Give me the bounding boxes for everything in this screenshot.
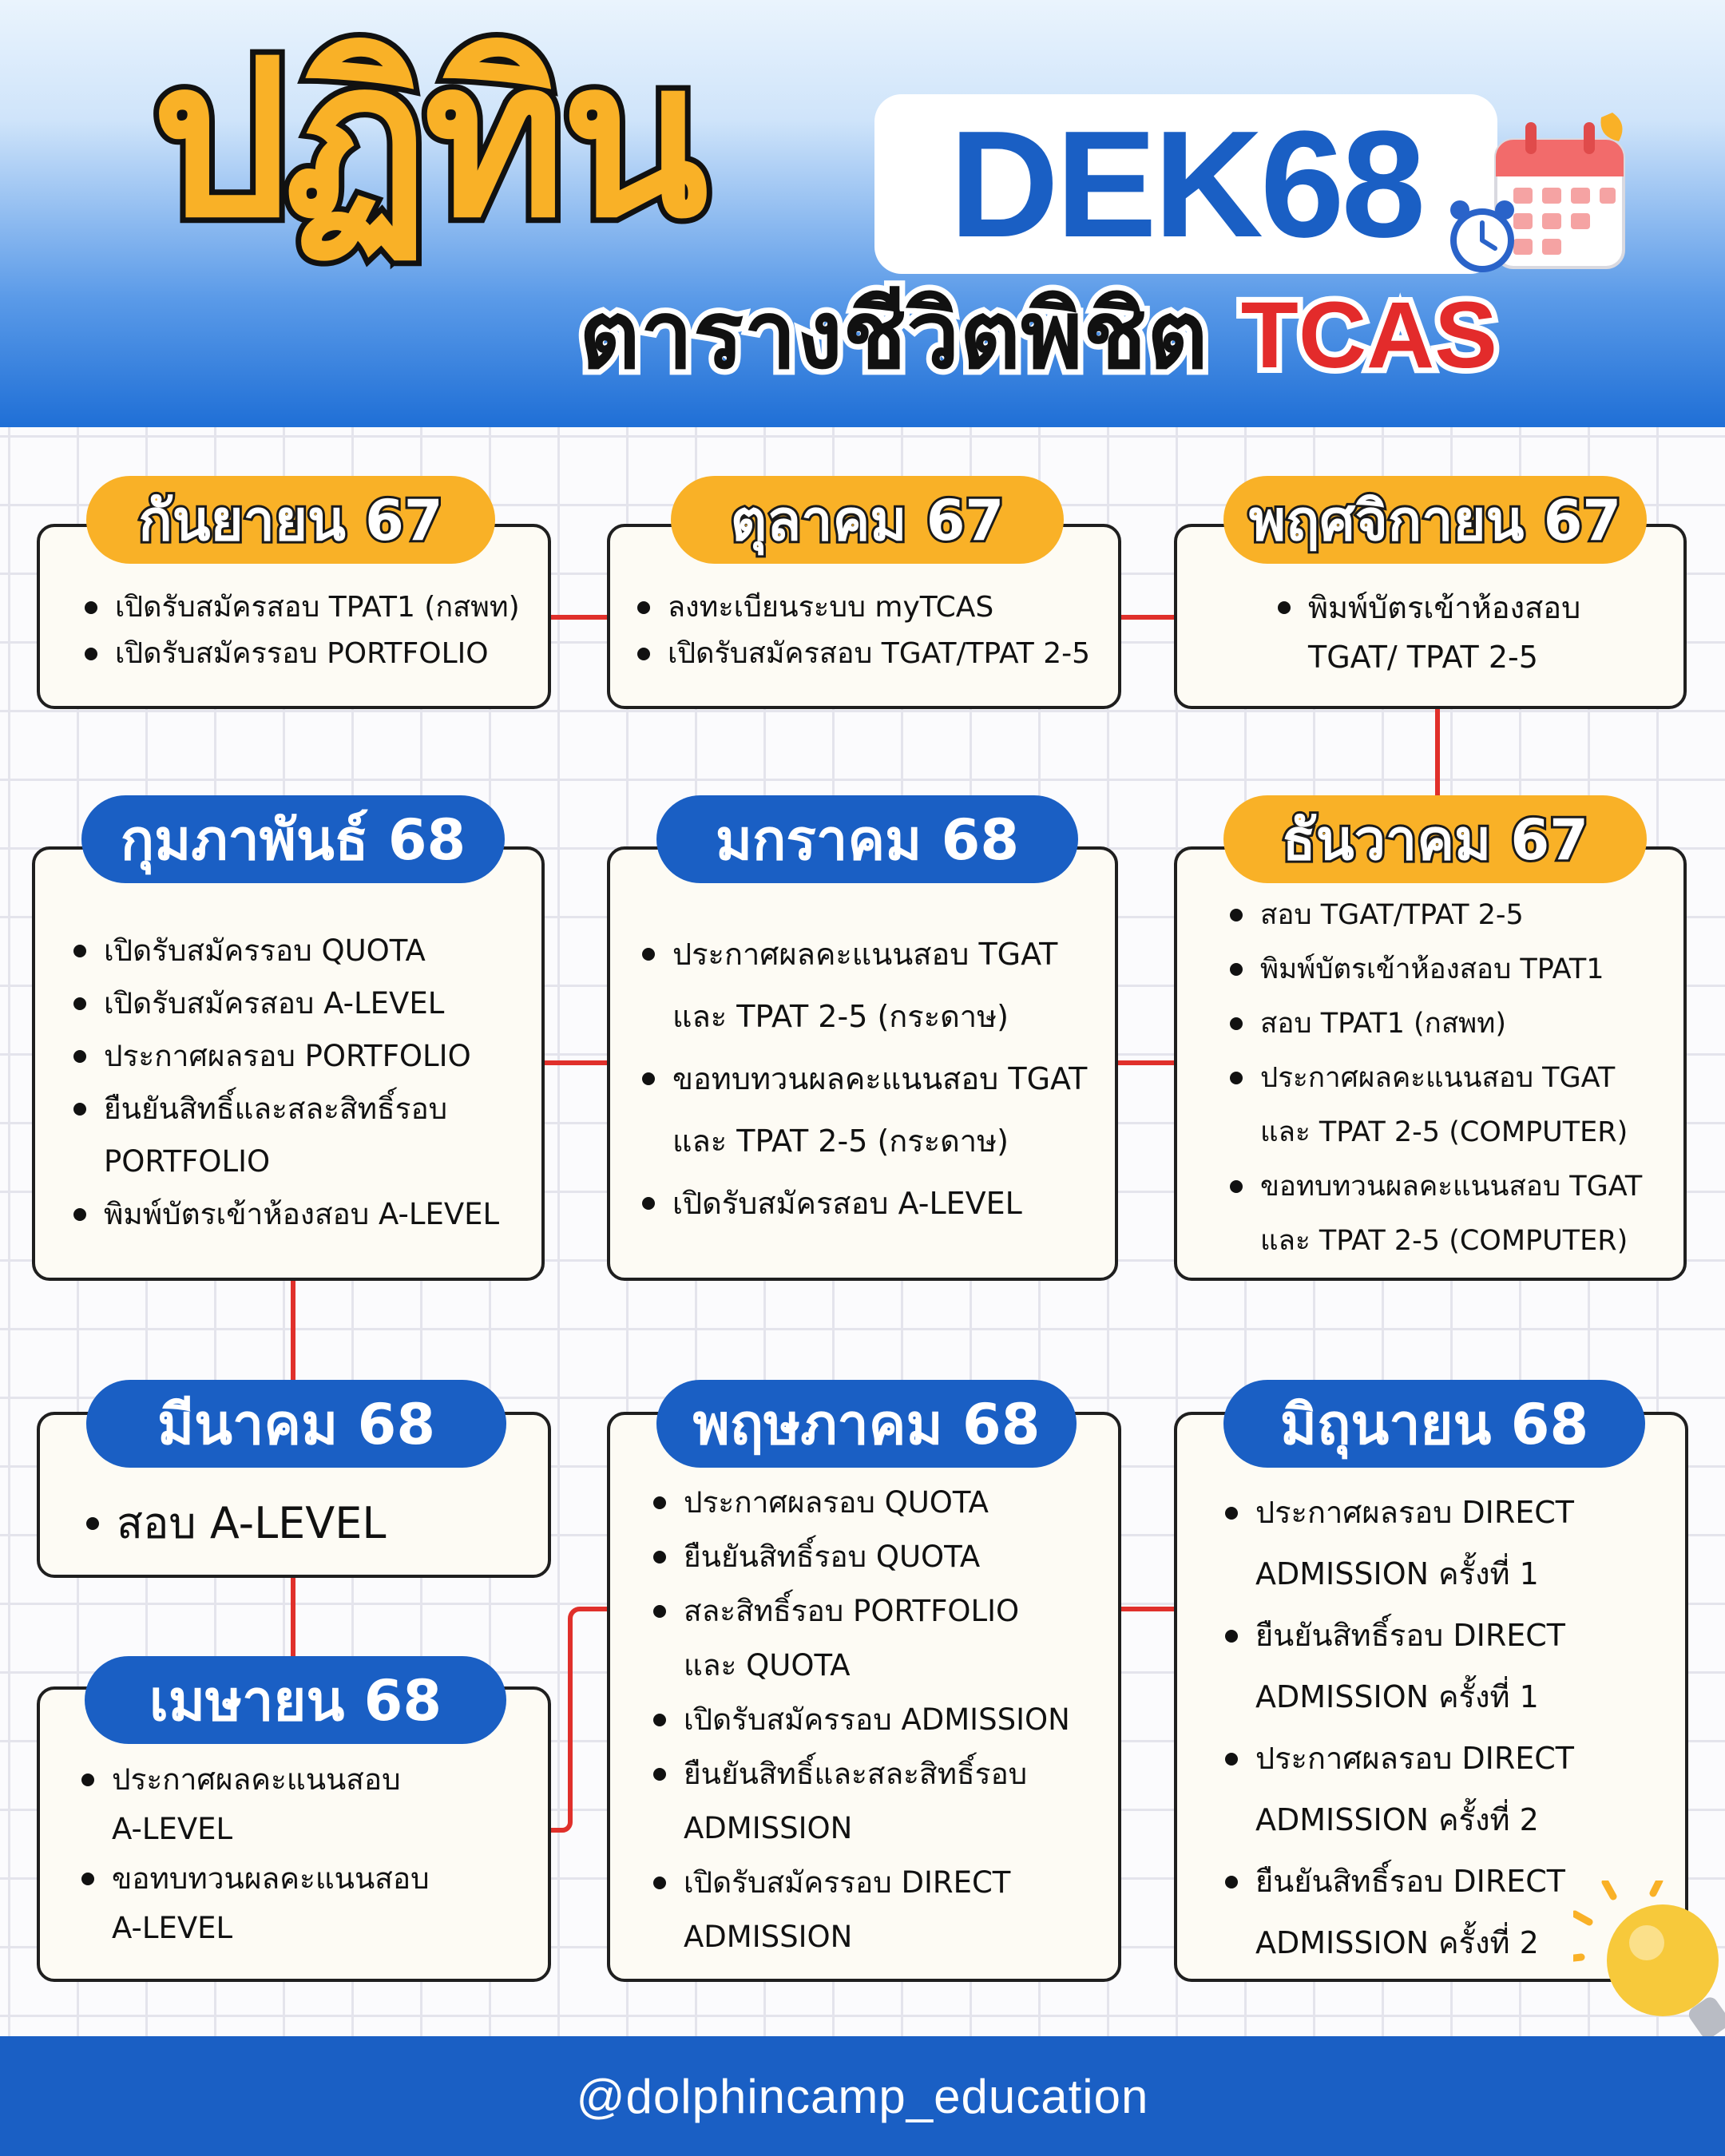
list-item: เปิดรับสมัครสอบ TGAT/TPAT 2-5 [637,631,1090,677]
month-title-jan68: มกราคม 68 [656,795,1078,883]
list-item: ขอทบทวนผลคะแนนสอบ TGAT และ TPAT 2-5 (COMPUTER) [1230,1159,1642,1268]
list-item: ขอทบทวนผลคะแนนสอบ TGAT และ TPAT 2-5 (กระดาษ) [642,1048,1087,1172]
list-apr68 [81,1755,430,1953]
list-item: ประกาศผลคะแนนสอบ TGAT และ TPAT 2-5 (กระดาษ) [642,923,1087,1048]
list-item: เปิดรับสมัครรอบ ADMISSION [653,1693,1070,1747]
list-item: ประกาศผลคะแนนสอบ TGAT และ TPAT 2-5 (COMPUTER) [1230,1051,1642,1159]
month-title-sep67: กันยายน 67 [86,476,495,564]
list-item: ขอทบทวนผลคะแนนสอบ A-LEVEL [81,1854,430,1953]
connector-mar-apr [291,1576,295,1656]
list-jun68 [1225,1482,1574,1974]
month-title-apr68: เมษายน 68 [85,1656,506,1744]
list-item: ยืนยันสิทธิ์และสละสิทธิ์รอบ PORTFOLIO [73,1083,499,1188]
list-feb68 [73,925,499,1241]
list-item: ประกาศผลรอบ PORTFOLIO [73,1030,499,1083]
list-item: พิมพ์บัตรเข้าห้องสอบ TGAT/ TPAT 2-5 [1278,583,1580,682]
page-title: ปฏิทิน [152,14,704,265]
list-item: สอบ TGAT/TPAT 2-5 [1230,888,1642,942]
list-item: เปิดรับสมัครสอบ TPAT1 (กสพท) [85,585,520,631]
list-item: ประกาศผลรอบ DIRECT ADMISSION ครั้งที่ 2 [1225,1728,1574,1851]
list-item: ยืนยันสิทธิ์และสละสิทธิ์รอบ ADMISSION [653,1747,1070,1856]
list-item: เปิดรับสมัครสอบ A-LEVEL [642,1172,1087,1235]
list-item: เปิดรับสมัครรอบ QUOTA [73,925,499,977]
list-sep67 [85,585,520,677]
list-item: เปิดรับสมัครรอบ PORTFOLIO [85,631,520,677]
connector-oct-nov [1120,615,1176,620]
footer-handle: @dolphincamp_education [576,2069,1149,2123]
list-may68 [653,1476,1070,1964]
month-title-feb68: กุมภาพันธ์ 68 [81,795,505,883]
list-item: พิมพ์บัตรเข้าห้องสอบ A-LEVEL [73,1188,499,1241]
list-item: ยืนยันสิทธิ์รอบ DIRECT ADMISSION ครั้งที่ 1 [1225,1605,1574,1728]
light-bulb-icon [1573,1881,1725,2040]
page-subtitle [579,279,1497,390]
list-mar68 [86,1498,386,1549]
bell-icon [1600,113,1622,141]
alarm-clock-icon [1445,196,1519,275]
list-dec67 [1230,888,1642,1268]
month-title-may68: พฤษภาคม 68 [656,1380,1077,1468]
list-item: สละสิทธิ์รอบ PORTFOLIO และ QUOTA [653,1584,1070,1693]
list-oct67 [637,585,1090,677]
connector-dec-jan [1116,1060,1176,1065]
list-item: พิมพ์บัตรเข้าห้องสอบ TPAT1 [1230,942,1642,997]
list-item: ลงทะเบียนระบบ myTCAS [637,585,1090,631]
list-item: เปิดรับสมัครรอบ DIRECT ADMISSION [653,1856,1070,1964]
month-title-jun68: มิถุนายน 68 [1223,1380,1645,1468]
connector-sep-oct [551,615,609,620]
month-title-nov67: พฤศจิกายน 67 [1223,476,1647,564]
list-nov67 [1278,583,1580,682]
month-title-dec67: ธันวาคม 67 [1223,795,1647,883]
connector-feb-mar [291,1279,295,1380]
list-item: ยืนยันสิทธิ์รอบ DIRECT ADMISSION ครั้งที่ 2 [1225,1851,1574,1974]
list-jan68 [642,923,1087,1235]
list-item: ยืนยันสิทธิ์รอบ QUOTA [653,1530,1070,1584]
connector-may-jun [1120,1607,1176,1611]
month-title-oct67: ตุลาคม 67 [671,476,1064,564]
list-item: ประกาศผลคะแนนสอบ A-LEVEL [81,1755,430,1854]
list-item: เปิดรับสมัครสอบ A-LEVEL [73,977,499,1030]
month-title-mar68: มีนาคม 68 [86,1380,506,1468]
list-item: สอบ A-LEVEL [86,1498,386,1549]
dek-badge [874,94,1497,274]
subtitle-accent: TCAS [1240,283,1497,388]
footer-bar [0,2036,1725,2156]
dek-label: DEK68 [949,99,1423,269]
subtitle-text: ตารางชีวิตพิชิต [579,279,1208,390]
connector-jan-feb [543,1060,609,1065]
connector-nov-dec [1435,707,1440,797]
list-item: ประกาศผลรอบ QUOTA [653,1476,1070,1530]
list-item: สอบ TPAT1 (กสพท) [1230,997,1642,1051]
list-item: ประกาศผลรอบ DIRECT ADMISSION ครั้งที่ 1 [1225,1482,1574,1605]
connector-apr-may [548,1601,612,1841]
